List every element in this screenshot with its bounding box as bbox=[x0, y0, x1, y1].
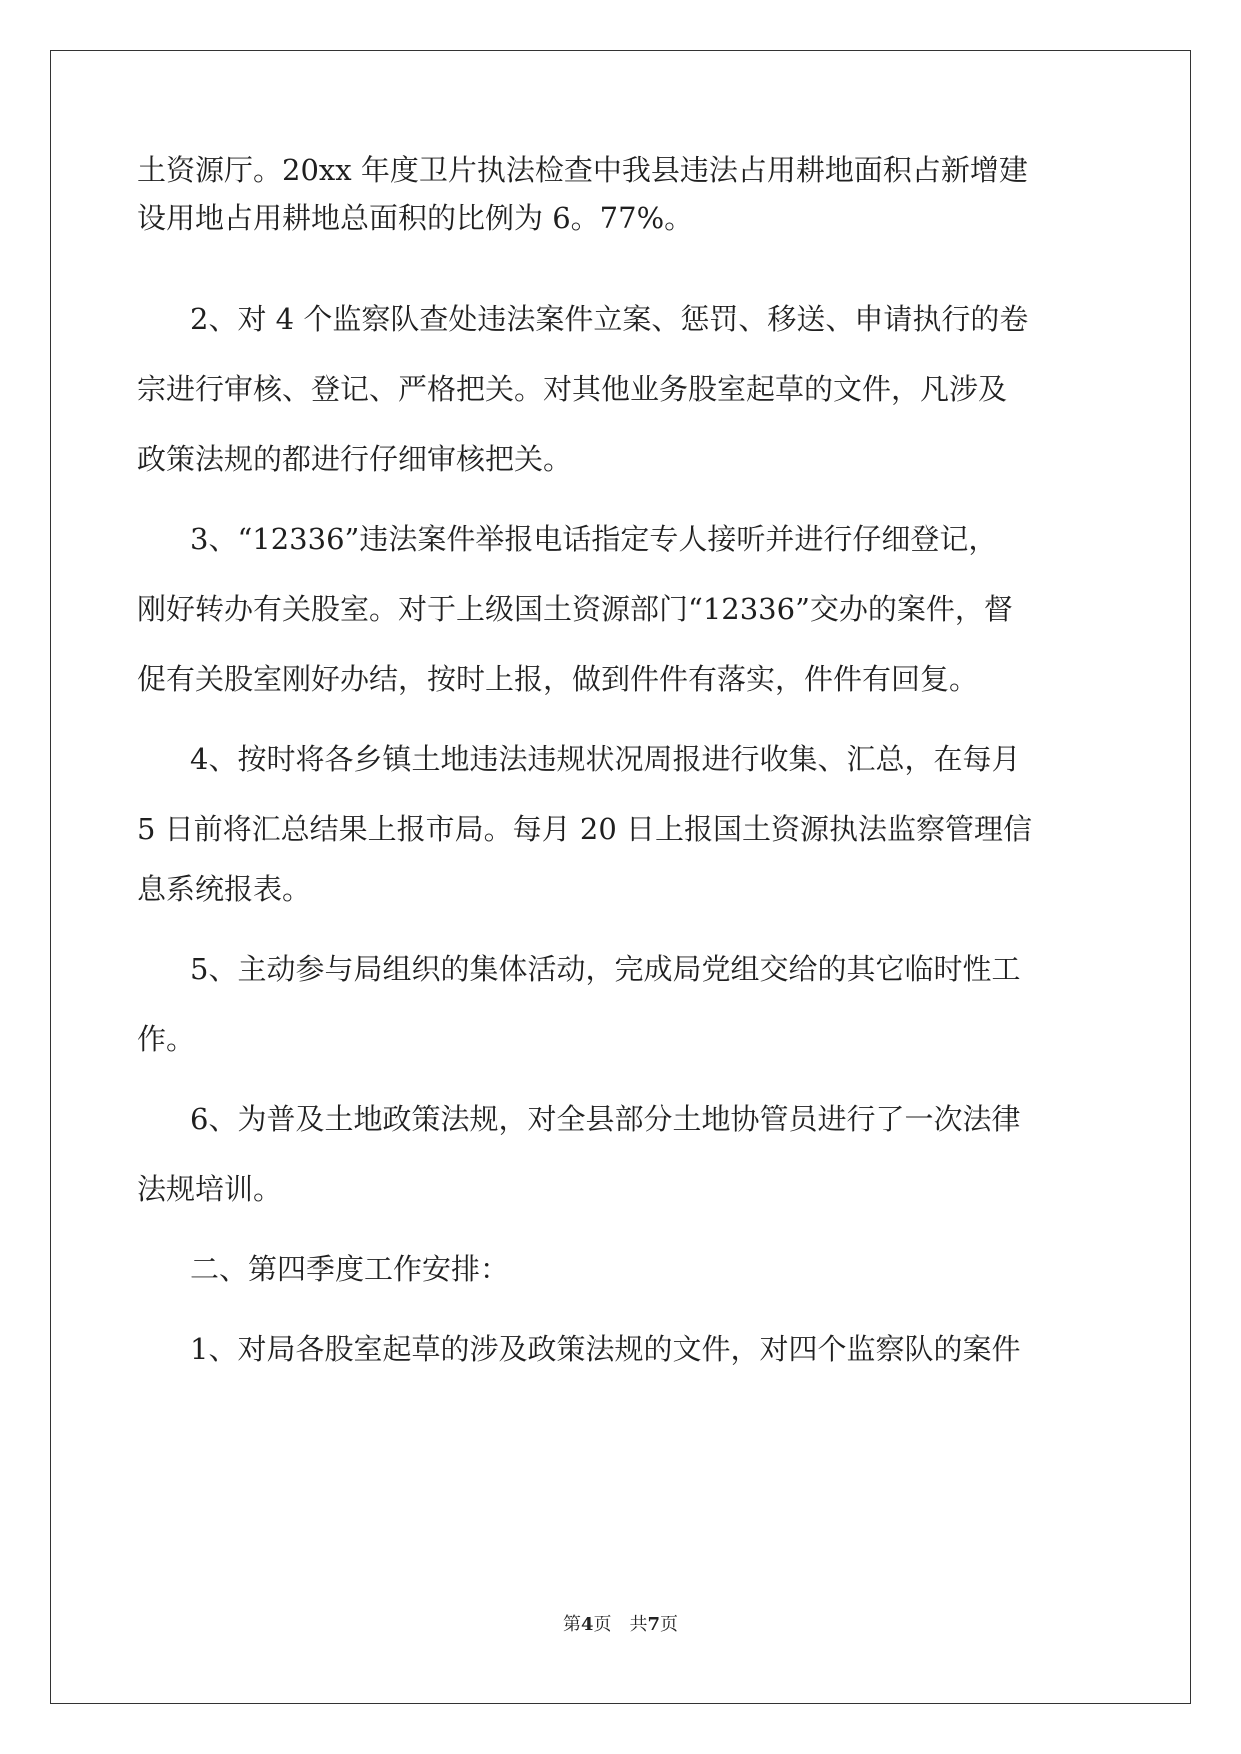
text-line: 宗进行审核、登记、严格把关。对其他业务股室起草的文件，凡涉及 bbox=[137, 372, 1008, 406]
paragraph-start: 4、按时将各乡镇土地违法违规状况周报进行收集、汇总，在每月 bbox=[190, 742, 1021, 776]
total-prefix: 共 bbox=[629, 1614, 648, 1635]
page-prefix: 第 bbox=[562, 1614, 581, 1635]
total-page-number: 7 bbox=[647, 1614, 661, 1635]
current-page-number: 4 bbox=[580, 1614, 594, 1635]
text-line: 作。 bbox=[137, 1022, 196, 1056]
paragraph-start: 2、对 4 个监察队查处违法案件立案、惩罚、移送、申请执行的卷 bbox=[190, 302, 1029, 336]
text-line: 政策法规的都进行仔细审核把关。 bbox=[137, 442, 573, 476]
paragraph-start: 3、“12336”违法案件举报电话指定专人接听并进行仔细登记， bbox=[190, 522, 998, 556]
paragraph-start: 5、主动参与局组织的集体活动，完成局党组交给的其它临时性工 bbox=[190, 952, 1021, 986]
paragraph-start: 6、为普及土地政策法规，对全县部分土地协管员进行了一次法律 bbox=[190, 1102, 1021, 1136]
text-line: 土资源厅。20xx 年度卫片执法检查中我县违法占用耕地面积占新增建 bbox=[137, 153, 1028, 187]
text-line: 促有关股室刚好办结，按时上报，做到件件有落实，件件有回复。 bbox=[137, 662, 979, 696]
page-label: 页 bbox=[593, 1614, 612, 1635]
text-line: 5 日前将汇总结果上报市局。每月 20 日上报国土资源执法监察管理信 bbox=[137, 812, 1033, 846]
text-line: 法规培训。 bbox=[137, 1172, 283, 1206]
paragraph-start: 1、对局各股室起草的涉及政策法规的文件，对四个监察队的案件 bbox=[190, 1332, 1021, 1366]
section-heading-text: 二、第四季度工作安排： bbox=[190, 1252, 510, 1286]
text-line: 刚好转办有关股室。对于上级国土资源部门“12336”交办的案件，督 bbox=[137, 592, 1013, 626]
text-line: 息系统报表。 bbox=[137, 872, 312, 906]
text-line: 设用地占用耕地总面积的比例为 6。77%。 bbox=[137, 201, 694, 235]
page-number-footer bbox=[0, 1614, 1241, 1636]
total-suffix: 页 bbox=[660, 1614, 679, 1635]
